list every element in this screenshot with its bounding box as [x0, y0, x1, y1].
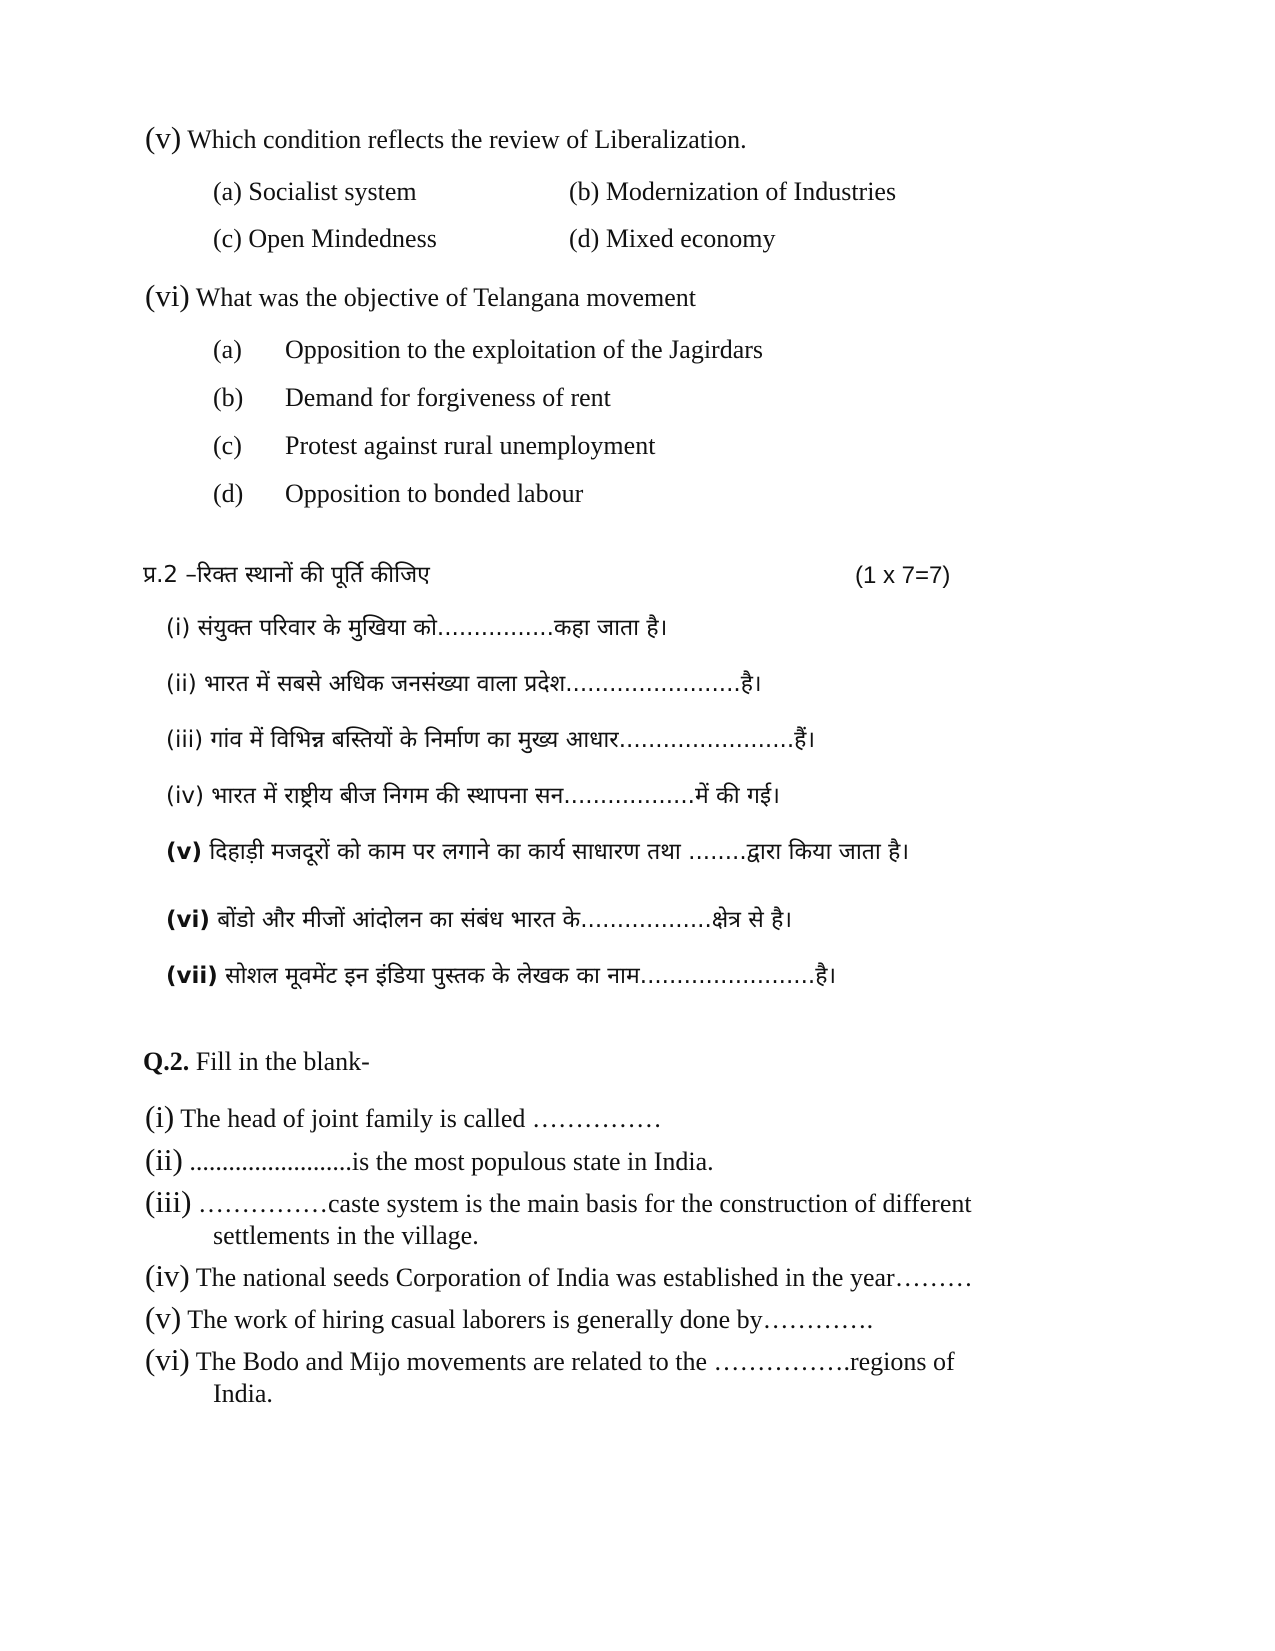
- hindi-item-vi: [166, 904, 792, 936]
- item-text: भारत में राष्ट्रीय बीज निगम की स्थापना सन..................में की गई।: [211, 783, 780, 809]
- item-number: (iv): [166, 783, 204, 809]
- hindi-item-vii: [166, 960, 836, 992]
- question-text: What was the objective of Telangana movement: [195, 283, 696, 312]
- option-c-text: Protest against rural unemployment: [285, 431, 656, 460]
- item-number: (vi): [166, 907, 210, 933]
- item-number: (iii): [145, 1184, 192, 1219]
- option-b-letter: (b): [213, 383, 244, 412]
- item-text: गांव में विभिन्न बस्तियों के निर्माण का मुख्य आधार........................हैं।: [210, 727, 816, 753]
- option-c: (c) Open Mindedness: [213, 224, 437, 253]
- item-text: The Bodo and Mijo movements are related to the …………….regions of: [195, 1347, 955, 1376]
- option-d: (d) Mixed economy: [569, 224, 776, 253]
- question-vi: [145, 280, 696, 314]
- heading-label: Q.2.: [143, 1047, 190, 1076]
- item-number: (ii): [166, 671, 197, 697]
- hindi-item-ii: [166, 668, 762, 700]
- item-number: (ii): [145, 1142, 183, 1177]
- heading-text: Fill in the blank-: [195, 1047, 370, 1076]
- item-number: (v): [166, 839, 203, 865]
- item-text: सोशल मूवमेंट इन इंडिया पुस्तक के लेखक का नाम........................है।: [225, 963, 837, 989]
- option-a: (a) Socialist system: [213, 177, 417, 206]
- item-text: .........................is the most populous state in India.: [189, 1147, 714, 1176]
- item-text: भारत में सबसे अधिक जनसंख्या वाला प्रदेश........................है।: [204, 671, 762, 697]
- item-text: दिहाड़ी मजदूरों को काम पर लगाने का कार्य साधारण तथा ........द्वारा किया जाता है।: [209, 839, 910, 865]
- english-item-v: [145, 1302, 873, 1336]
- english-section-heading: [143, 1046, 370, 1078]
- item-text: बोंडो और मीजों आंदोलन का संबंध भारत के..................क्षेत्र से है।: [217, 907, 793, 933]
- item-number: (i): [145, 1099, 175, 1134]
- hindi-section-heading: प्र.2 –रिक्त स्थानों की पूर्ति कीजिए: [143, 562, 430, 588]
- english-item-iii: [145, 1186, 972, 1220]
- item-text: The national seeds Corporation of India was established in the year………: [195, 1263, 973, 1292]
- marks-label: (1 x 7=7): [855, 562, 951, 589]
- english-item-iv: [145, 1260, 973, 1294]
- item-text: संयुक्त परिवार के मुखिया को................कहा जाता है।: [197, 615, 668, 641]
- question-text: Which condition reflects the review of Liberalization.: [187, 125, 747, 154]
- question-number: (v): [145, 120, 182, 155]
- item-number: (v): [145, 1300, 182, 1335]
- hindi-item-i: [166, 612, 667, 644]
- hindi-item-iii: [166, 724, 815, 756]
- english-item-vi-continued: India.: [213, 1379, 273, 1408]
- hindi-item-v: [166, 836, 909, 868]
- item-number: (iv): [145, 1258, 190, 1293]
- option-b: (b) Modernization of Industries: [569, 177, 897, 206]
- item-number: (vi): [145, 1342, 190, 1377]
- item-number: (i): [166, 615, 191, 641]
- option-b-text: Demand for forgiveness of rent: [285, 383, 611, 412]
- item-number: (vii): [166, 963, 218, 989]
- question-number: (vi): [145, 278, 190, 313]
- item-text: The work of hiring casual laborers is generally done by………….: [187, 1305, 874, 1334]
- english-item-ii: [145, 1144, 714, 1178]
- option-a-letter: (a): [213, 335, 242, 364]
- option-d-letter: (d): [213, 479, 244, 508]
- english-item-i: [145, 1101, 662, 1135]
- english-item-vi: [145, 1344, 955, 1378]
- option-a-text: Opposition to the exploitation of the Jagirdars: [285, 335, 764, 364]
- hindi-item-iv: [166, 780, 780, 812]
- item-text: ……………caste system is the main basis for the construction of different: [198, 1189, 972, 1218]
- question-v: [145, 122, 747, 156]
- option-c-letter: (c): [213, 431, 242, 460]
- item-number: (iii): [166, 727, 204, 753]
- english-item-iii-continued: settlements in the village.: [213, 1221, 479, 1250]
- option-d-text: Opposition to bonded labour: [285, 479, 584, 508]
- item-text: The head of joint family is called ……………: [180, 1104, 662, 1133]
